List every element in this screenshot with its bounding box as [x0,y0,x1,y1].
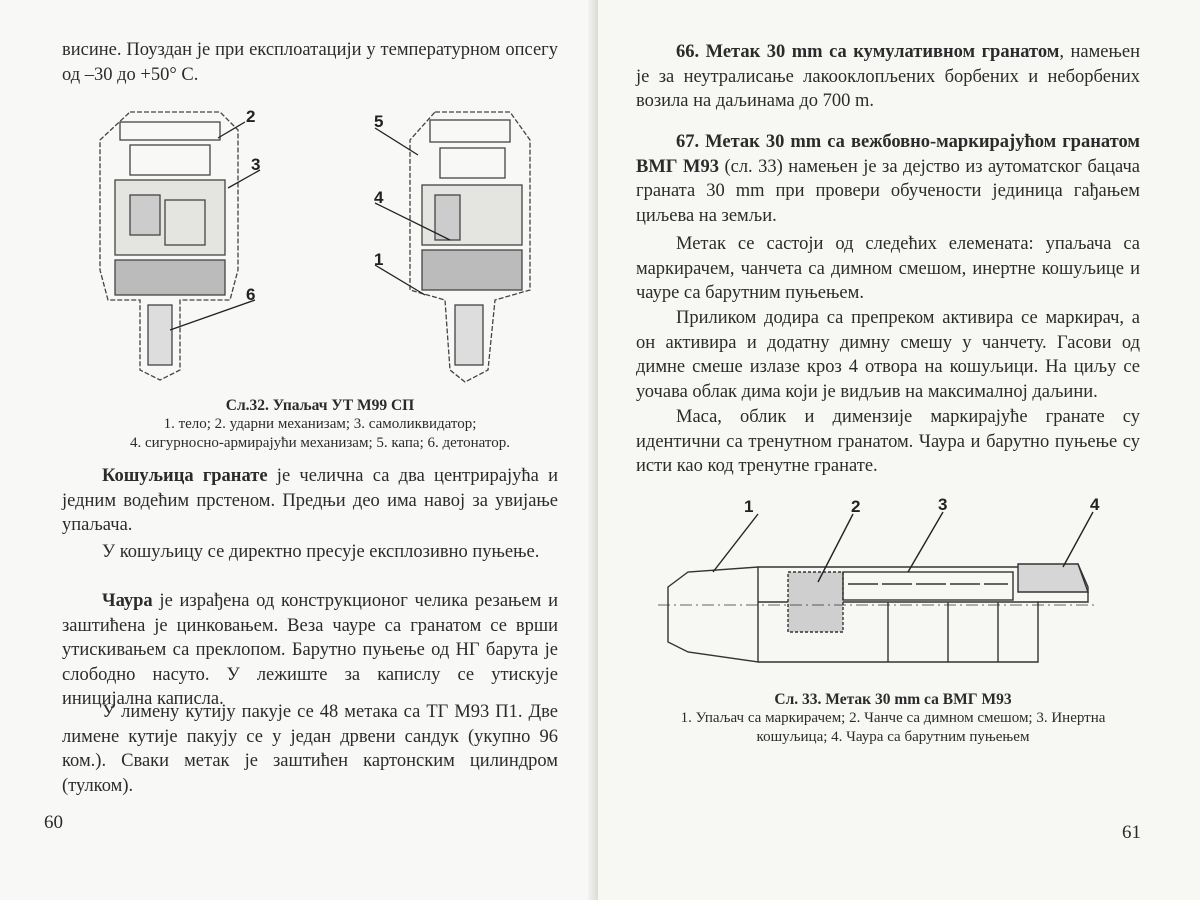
intro-paragraph: висине. Поуздан је при експлоатацији у температурном опсегу од –30 до +50° С. [62,40,558,85]
shell-body-text: је челична са два центрирајућа и једним водећим прстеном. Предњи део има навој за увијање упаљача. [62,466,558,536]
fig32-label-1: 1 [374,250,384,269]
fig33-label-4: 4 [1090,495,1100,514]
figure-32-caption [60,396,580,453]
activation-paragraph: Приликом додира са препреком активира се маркирач, а он активира и додатну димну смешу у чанчету. Гасови од димне смеше излазе кроз 4 отвора на кошуљици. На циљу се уочава облак дима који је видљив на максималној даљини. [636,308,1140,402]
shell-body-paragraph [62,464,558,538]
figure-32-legend-1: 1. тело; 2. ударни механизам; 3. самоликвидатор; [163,416,477,432]
fig32-label-5: 5 [374,112,384,131]
fig32-label-6: 6 [246,285,256,304]
components-paragraph: Метак се састоји од следећих елемената: упаљача са маркирачем, чанчета са димном смешом, инертне кошуљице и чауре са барутним пуњењем. [636,234,1140,304]
right-page [598,0,1200,900]
left-page [0,0,598,900]
section-67-text: (сл. 33) намењен је за дејство из аутоматског бацача граната 30 mm при провери обучености јединица гађањем циљева на земљи. [636,156,1140,226]
page-number-left: 60 [44,812,63,833]
case-text: је израђена од конструкционог челика резањем и заштићена је цинковањем. Веза чауре са гранатом се врши утискивањем са преклопом. Барутно пуњење од НГ барута је слободно насуто. У лежиште за капислу се утискује иницијална каписла. [62,591,558,710]
figure-33-round-drawing [658,492,1108,687]
fig32-label-4: 4 [374,188,384,207]
section-66-text: , намењен је за неутралисање лакооклопљених борбених и неборбених возила на даљинама до 700 m. [636,42,1140,112]
packing-paragraph: У лимену кутију пакује се 48 метака са ТГ М93 П1. Две лимене кутије пакују се у један дрвени сандук (укупно 96 ком.). Сваки метак је заштићен картонским цилиндром (тулком). [62,702,558,796]
fig33-label-3: 3 [938,495,948,514]
figure-32-legend-2: 4. сигурносно-армирајући механизам; 5. капа; 6. детонатор. [129,435,511,451]
figure-32-title: Сл.32. Упаљач УТ М99 СП [225,397,415,414]
section-66-heading: 66. Метак 30 mm са кумулативном гранатом [676,42,1060,62]
section-67 [636,130,1140,228]
explosive-paragraph: У кошуљицу се директно пресује експлозивно пуњење. [102,542,540,562]
section-66 [636,40,1140,114]
shell-body-term: Кошуљица гранате [102,466,268,486]
case-term: Чаура [102,591,153,611]
figure-32-fuze-drawing [90,100,560,385]
figure-33-legend-1: 1. Упаљач са маркирачем; 2. Чанче са димном смешом; 3. Инертна [680,710,1106,726]
fig33-label-1: 1 [744,497,754,516]
mass-paragraph: Маса, облик и димензије маркирајуће гранате су идентични са тренутном гранатом. Чаура и барутно пуњење су исти као код тренутне гранате. [636,407,1140,477]
fig32-label-3: 3 [251,155,261,174]
fig32-label-2: 2 [246,107,256,126]
figure-33-title: Сл. 33. Метак 30 mm са ВМГ М93 [774,691,1012,708]
section-67-heading: 67. Метак 30 mm са вежбовно-маркирајућом гранатом ВМГ М93 [636,132,1140,177]
fig33-label-2: 2 [851,497,861,516]
figure-33-legend-2: кошуљица; 4. Чаура са барутним пуњењем [756,729,1030,745]
figure-33-caption [618,690,1168,747]
case-paragraph [62,589,558,712]
page-number-right: 61 [1122,822,1141,843]
